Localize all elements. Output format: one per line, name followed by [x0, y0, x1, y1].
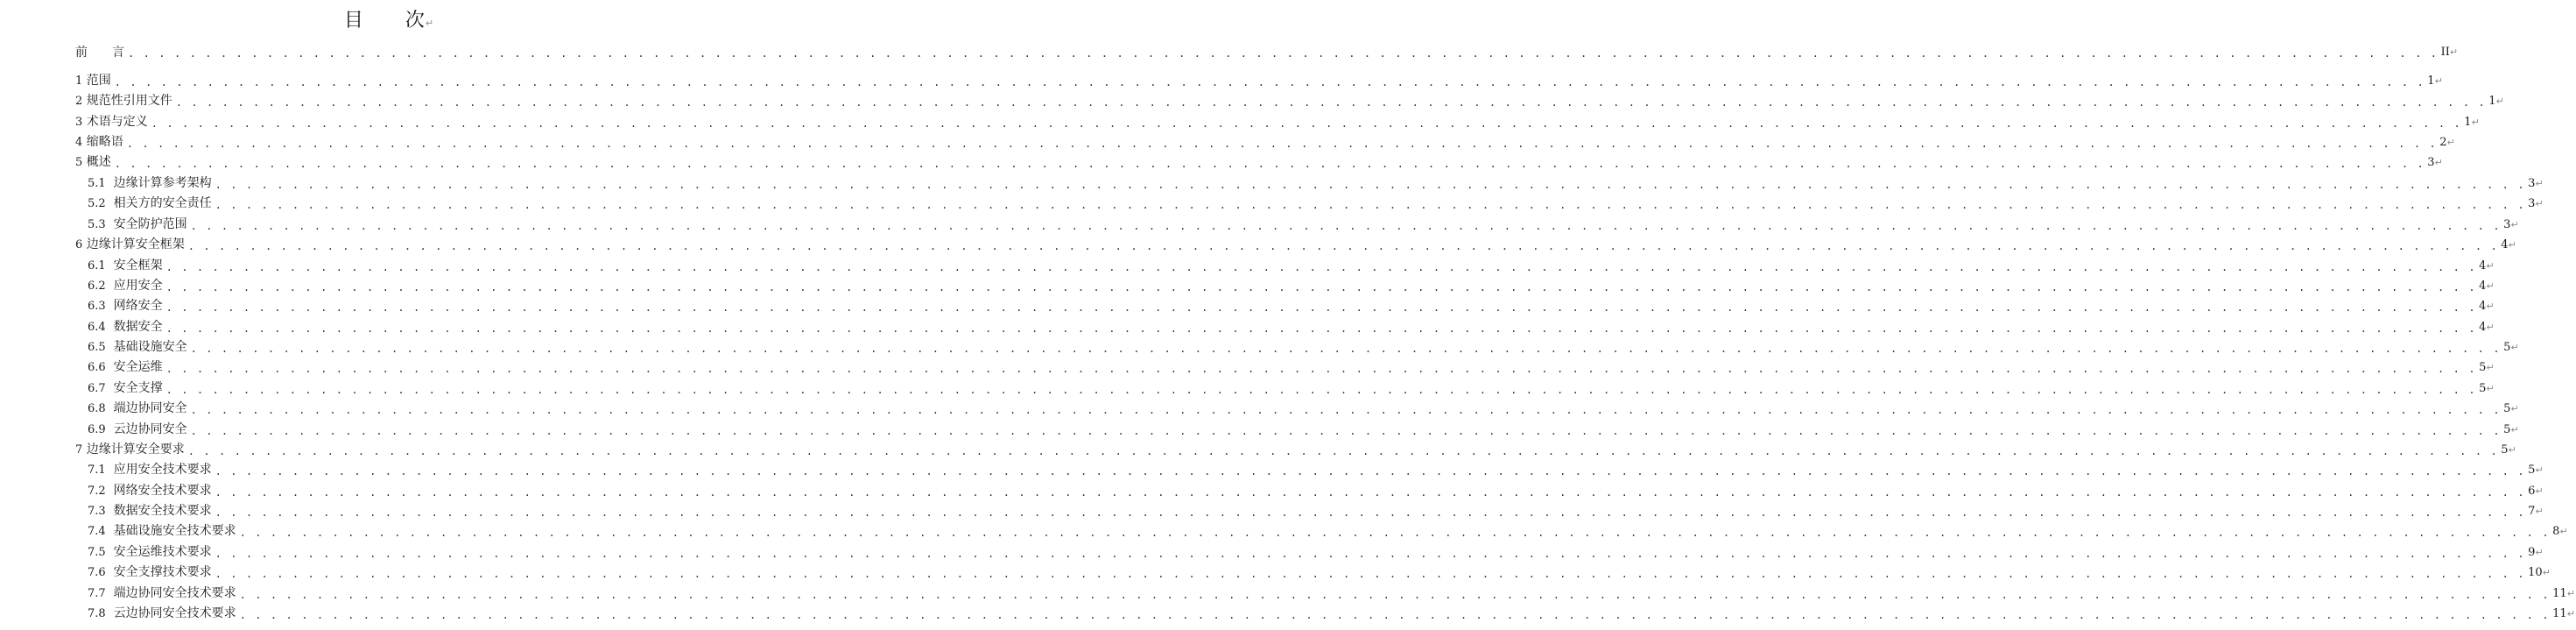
- toc-entry[interactable]: [88, 523, 2568, 541]
- toc-leader-dots: . . . . . . . . . . . . . . . . . . . . . . . . . . . . . . . . . . . . . . . . . . . . . . . . . . . . . . . . . . . . . . . . . . . . . . . . . . . . . . . . . . . . . . . . . . . . . . . . . . . . . . . . . . . . . . . . . . . . . . . . . . . . . . . . . . . . . . . . . . . . . . . . . . . . . .: [190, 343, 2502, 355]
- toc-entry[interactable]: [88, 400, 2519, 418]
- toc-entry-label: [88, 421, 191, 439]
- toc-entry-number: 1: [75, 74, 83, 88]
- paragraph-mark-icon: ↵: [2566, 608, 2575, 619]
- toc-entry-label: [88, 400, 191, 418]
- toc-entry-text: 相关方的安全责任: [113, 196, 212, 210]
- toc-entry-label: [75, 153, 115, 172]
- toc-entry-text: 边缘计算参考架构: [113, 176, 212, 190]
- paragraph-mark-icon: ↵: [2486, 322, 2495, 333]
- toc-leader-dots: . . . . . . . . . . . . . . . . . . . . . . . . . . . . . . . . . . . . . . . . . . . . . . . . . . . . . . . . . . . . . . . . . . . . . . . . . . . . . . . . . . . . . . . . . . . . . . . . . . . . . . . . . . . . . . . . . . . . . . . . . . . . . . . . . . . . . . . . . . . . . . . . . . . . . .: [165, 301, 2477, 314]
- toc-entry[interactable]: [88, 278, 2495, 295]
- toc-entry[interactable]: [88, 503, 2544, 520]
- toc-page-number: II: [2440, 46, 2450, 59]
- toc-entry-text: 安全运维技术要求: [113, 545, 212, 559]
- toc-page-number: 3: [2427, 156, 2435, 169]
- toc-entry-label: [88, 522, 240, 541]
- paragraph-mark-icon: ↵: [2510, 403, 2519, 414]
- toc-leader-dots: . . . . . . . . . . . . . . . . . . . . . . . . . . . . . . . . . . . . . . . . . . . . . . . . . . . . . . . . . . . . . . . . . . . . . . . . . . . . . . . . . . . . . . . . . . . . . . . . . . . . . . . . . . . . . . . . . . . . . . . . . . . . . . . . . . . . . . . . . . . . . . . . . . . . . .: [215, 465, 2526, 478]
- toc-leader-dots: . . . . . . . . . . . . . . . . . . . . . . . . . . . . . . . . . . . . . . . . . . . . . . . . . . . . . . . . . . . . . . . . . . . . . . . . . . . . . . . . . . . . . . . . . . . . . . . . . . . . . . . . . . . . . . . . . . . . . . . . . . . . . . . . . . . . . . . . . . . . . . . . . . . . . .: [165, 363, 2477, 375]
- toc-entry-label: [75, 92, 176, 110]
- toc-entry[interactable]: [88, 298, 2495, 315]
- toc-entry[interactable]: [88, 585, 2575, 603]
- paragraph-mark-icon: ↵: [2510, 219, 2519, 230]
- paragraph-mark-icon: ↵: [2486, 260, 2495, 272]
- toc-entry-number: 6.3: [88, 300, 106, 313]
- toc-page-number: 3: [2528, 197, 2536, 210]
- paragraph-mark-icon: ↵: [2542, 567, 2551, 578]
- toc-leader-dots: . . . . . . . . . . . . . . . . . . . . . . . . . . . . . . . . . . . . . . . . . . . . . . . . . . . . . . . . . . . . . . . . . . . . . . . . . . . . . . . . . . . . . . . . . . . . . . . . . . . . . . . . . . . . . . . . . . . . . . . . . . . . . . . . . . . . . . . . . . . . . . . . . . . . . .: [165, 281, 2477, 294]
- paragraph-mark-icon: ↵: [2486, 301, 2495, 312]
- toc-entry-number: 6.4: [88, 321, 106, 334]
- paragraph-mark-icon: ↵: [2508, 444, 2516, 456]
- toc-leader-dots: . . . . . . . . . . . . . . . . . . . . . . . . . . . . . . . . . . . . . . . . . . . . . . . . . . . . . . . . . . . . . . . . . . . . . . . . . . . . . . . . . . . . . . . . . . . . . . . . . . . . . . . . . . . . . . . . . . . . . . . . . . . . . . . . . . . . . . . . . . . . . . . . . . . . . .: [239, 609, 2551, 621]
- toc-page-number: 5: [2503, 341, 2511, 354]
- toc-entry-number: 7.3: [88, 505, 106, 518]
- toc-leader-dots: . . . . . . . . . . . . . . . . . . . . . . . . . . . . . . . . . . . . . . . . . . . . . . . . . . . . . . . . . . . . . . . . . . . . . . . . . . . . . . . . . . . . . . . . . . . . . . . . . . . . . . . . . . . . . . . . . . . . . . . . . . . . . . . . . . . . . . . . . . . . . . . . . . . . . .: [187, 445, 2499, 457]
- toc-entry-text: 范围: [86, 74, 111, 88]
- toc-entry-label: [75, 236, 188, 254]
- toc-entry-number: 2: [75, 95, 83, 108]
- toc-leader-dots: . . . . . . . . . . . . . . . . . . . . . . . . . . . . . . . . . . . . . . . . . . . . . . . . . . . . . . . . . . . . . . . . . . . . . . . . . . . . . . . . . . . . . . . . . . . . . . . . . . . . . . . . . . . . . . . . . . . . . . . . . . . . . . . . . . . . . . . . . . . . . . . . . . . . . .: [239, 527, 2551, 539]
- toc-entry[interactable]: [88, 483, 2544, 500]
- toc-entry-number: 5.3: [88, 218, 106, 231]
- toc-entry-number: 5.2: [88, 197, 106, 210]
- toc-title-char-1: 目: [343, 10, 363, 32]
- toc-entry[interactable]: [88, 359, 2495, 377]
- toc-entry-number: 6.8: [88, 402, 106, 415]
- paragraph-mark-icon: ↵: [2471, 117, 2480, 128]
- toc-leader-dots: . . . . . . . . . . . . . . . . . . . . . . . . . . . . . . . . . . . . . . . . . . . . . . . . . . . . . . . . . . . . . . . . . . . . . . . . . . . . . . . . . . . . . . . . . . . . . . . . . . . . . . . . . . . . . . . . . . . . . . . . . . . . . . . . . . . . . . . . . . . . . . . . . . . . . .: [165, 322, 2477, 335]
- toc-entry-label: [88, 277, 166, 295]
- toc-entry-number: 6.5: [88, 341, 106, 354]
- toc-entry-label: [88, 461, 215, 479]
- toc-title-char-2: 次: [405, 10, 425, 32]
- toc-entry[interactable]: [75, 44, 2459, 61]
- toc-entry[interactable]: [75, 114, 2480, 131]
- paragraph-mark-icon: ↵: [2566, 588, 2575, 599]
- toc-entry[interactable]: [75, 154, 2443, 172]
- toc-page-number: 3: [2503, 218, 2511, 231]
- toc-page-number: 5: [2528, 464, 2536, 477]
- paragraph-mark-icon: ↵: [425, 18, 434, 29]
- paragraph-mark-icon: ↵: [2446, 137, 2455, 148]
- toc-entry-text: 前 言: [75, 46, 124, 60]
- toc-entry[interactable]: [88, 319, 2495, 336]
- toc-entry[interactable]: [75, 93, 2504, 110]
- toc-leader-dots: . . . . . . . . . . . . . . . . . . . . . . . . . . . . . . . . . . . . . . . . . . . . . . . . . . . . . . . . . . . . . . . . . . . . . . . . . . . . . . . . . . . . . . . . . . . . . . . . . . . . . . . . . . . . . . . . . . . . . . . . . . . . . . . . . . . . . . . . . . . . . . . . . . . . . .: [215, 486, 2526, 499]
- toc-entry-text: 端边协同安全: [113, 401, 187, 415]
- toc-entry-text: 应用安全技术要求: [113, 463, 212, 477]
- toc-entry-text: 数据安全: [113, 320, 163, 334]
- toc-title: [0, 5, 725, 32]
- toc-entry-number: 7.1: [88, 464, 106, 477]
- toc-page-number: 7: [2528, 505, 2536, 518]
- toc-entry-text: 基础设施安全技术要求: [113, 524, 236, 538]
- toc-leader-dots: . . . . . . . . . . . . . . . . . . . . . . . . . . . . . . . . . . . . . . . . . . . . . . . . . . . . . . . . . . . . . . . . . . . . . . . . . . . . . . . . . . . . . . . . . . . . . . . . . . . . . . . . . . . . . . . . . . . . . . . . . . . . . . . . . . . . . . . . . . . . . . . . . . . . . .: [114, 76, 2425, 88]
- toc-page-number: 2: [2439, 136, 2447, 149]
- toc-leader-dots: . . . . . . . . . . . . . . . . . . . . . . . . . . . . . . . . . . . . . . . . . . . . . . . . . . . . . . . . . . . . . . . . . . . . . . . . . . . . . . . . . . . . . . . . . . . . . . . . . . . . . . . . . . . . . . . . . . . . . . . . . . . . . . . . . . . . . . . . . . . . . . . . . . . . . .: [215, 548, 2526, 560]
- toc-entry-text: 边缘计算安全框架: [86, 237, 185, 251]
- toc-entry[interactable]: [88, 216, 2519, 234]
- toc-entry-number: 6.7: [88, 382, 106, 395]
- toc-page-number: 9: [2528, 546, 2536, 559]
- toc-entry-number: 6.6: [88, 361, 106, 374]
- paragraph-mark-icon: ↵: [2508, 239, 2516, 251]
- toc-page-number: 1: [2427, 74, 2435, 88]
- toc-leader-dots: . . . . . . . . . . . . . . . . . . . . . . . . . . . . . . . . . . . . . . . . . . . . . . . . . . . . . . . . . . . . . . . . . . . . . . . . . . . . . . . . . . . . . . . . . . . . . . . . . . . . . . . . . . . . . . . . . . . . . . . . . . . . . . . . . . . . . . . . . . . . . . . . . . . . . .: [114, 158, 2425, 170]
- toc-leader-dots: . . . . . . . . . . . . . . . . . . . . . . . . . . . . . . . . . . . . . . . . . . . . . . . . . . . . . . . . . . . . . . . . . . . . . . . . . . . . . . . . . . . . . . . . . . . . . . . . . . . . . . . . . . . . . . . . . . . . . . . . . . . . . . . . . . . . . . . . . . . . . . . . . . . . . .: [215, 199, 2526, 211]
- toc-entry-number: 3: [75, 116, 83, 129]
- toc-entry-number: 7.6: [88, 566, 106, 579]
- paragraph-mark-icon: ↵: [2535, 485, 2544, 497]
- toc-entry-text: 术语与定义: [86, 115, 148, 129]
- toc-entry[interactable]: [75, 442, 2516, 459]
- toc-page-number: 5: [2479, 361, 2487, 374]
- paragraph-mark-icon: ↵: [2535, 178, 2544, 189]
- toc-page-number: 5: [2503, 423, 2511, 436]
- toc-leader-dots: . . . . . . . . . . . . . . . . . . . . . . . . . . . . . . . . . . . . . . . . . . . . . . . . . . . . . . . . . . . . . . . . . . . . . . . . . . . . . . . . . . . . . . . . . . . . . . . . . . . . . . . . . . . . . . . . . . . . . . . . . . . . . . . . . . . . . . . . . . . . . . . . . . . . . .: [215, 179, 2526, 191]
- toc-entry-number: 7.7: [88, 587, 106, 600]
- toc-entry-label: [88, 584, 240, 603]
- paragraph-mark-icon: ↵: [2486, 280, 2495, 292]
- toc-leader-dots: . . . . . . . . . . . . . . . . . . . . . . . . . . . . . . . . . . . . . . . . . . . . . . . . . . . . . . . . . . . . . . . . . . . . . . . . . . . . . . . . . . . . . . . . . . . . . . . . . . . . . . . . . . . . . . . . . . . . . . . . . . . . . . . . . . . . . . . . . . . . . . . . . . . . . .: [126, 138, 2438, 150]
- toc-leader-dots: . . . . . . . . . . . . . . . . . . . . . . . . . . . . . . . . . . . . . . . . . . . . . . . . . . . . . . . . . . . . . . . . . . . . . . . . . . . . . . . . . . . . . . . . . . . . . . . . . . . . . . . . . . . . . . . . . . . . . . . . . . . . . . . . . . . . . . . . . . . . . . . . . . . . . .: [128, 47, 2439, 60]
- toc-entry-text: 数据安全技术要求: [113, 504, 212, 518]
- toc-entry-number: 7.4: [88, 525, 106, 538]
- toc-entry-text: 基础设施安全: [113, 340, 187, 354]
- toc-entry-text: 概述: [86, 155, 111, 169]
- toc-entry-label: [75, 113, 151, 131]
- paragraph-mark-icon: ↵: [2434, 157, 2443, 168]
- toc-entry[interactable]: [75, 73, 2443, 90]
- toc-page-number: 5: [2503, 402, 2511, 415]
- toc-entry[interactable]: [88, 421, 2519, 439]
- toc-leader-dots: . . . . . . . . . . . . . . . . . . . . . . . . . . . . . . . . . . . . . . . . . . . . . . . . . . . . . . . . . . . . . . . . . . . . . . . . . . . . . . . . . . . . . . . . . . . . . . . . . . . . . . . . . . . . . . . . . . . . . . . . . . . . . . . . . . . . . . . . . . . . . . . . . . . . . .: [190, 425, 2502, 437]
- toc-entry-label: [75, 72, 115, 90]
- paragraph-mark-icon: ↵: [2510, 342, 2519, 353]
- toc-entry-label: [88, 358, 166, 377]
- toc-entry[interactable]: [88, 544, 2544, 562]
- toc-leader-dots: . . . . . . . . . . . . . . . . . . . . . . . . . . . . . . . . . . . . . . . . . . . . . . . . . . . . . . . . . . . . . . . . . . . . . . . . . . . . . . . . . . . . . . . . . . . . . . . . . . . . . . . . . . . . . . . . . . . . . . . . . . . . . . . . . . . . . . . . . . . . . . . . . . . . . .: [190, 220, 2502, 232]
- toc-entry-text: 缩略语: [86, 135, 123, 149]
- toc-page-number: 4: [2479, 280, 2487, 293]
- paragraph-mark-icon: ↵: [2449, 46, 2459, 58]
- toc-entry-label: [88, 318, 166, 336]
- toc-entry[interactable]: [75, 134, 2455, 152]
- toc-entry-text: 安全框架: [113, 258, 163, 273]
- toc-entry[interactable]: [88, 339, 2519, 357]
- toc-page-number: 3: [2528, 177, 2536, 190]
- toc-entry-label: [88, 379, 166, 398]
- toc-leader-dots: . . . . . . . . . . . . . . . . . . . . . . . . . . . . . . . . . . . . . . . . . . . . . . . . . . . . . . . . . . . . . . . . . . . . . . . . . . . . . . . . . . . . . . . . . . . . . . . . . . . . . . . . . . . . . . . . . . . . . . . . . . . . . . . . . . . . . . . . . . . . . . . . . . . . . .: [187, 240, 2499, 252]
- toc-entry-text: 应用安全: [113, 279, 163, 293]
- toc-entry-text: 云边协同安全技术要求: [113, 606, 236, 620]
- toc-leader-dots: . . . . . . . . . . . . . . . . . . . . . . . . . . . . . . . . . . . . . . . . . . . . . . . . . . . . . . . . . . . . . . . . . . . . . . . . . . . . . . . . . . . . . . . . . . . . . . . . . . . . . . . . . . . . . . . . . . . . . . . . . . . . . . . . . . . . . . . . . . . . . . . . . . . . . .: [190, 404, 2502, 416]
- toc-page-number: 8: [2552, 525, 2560, 538]
- toc-entry-label: [88, 174, 215, 193]
- toc-entry[interactable]: [88, 564, 2551, 582]
- paragraph-mark-icon: ↵: [2535, 547, 2544, 558]
- toc-entry-number: 5: [75, 156, 83, 169]
- toc-entry[interactable]: [88, 380, 2495, 398]
- paragraph-mark-icon: ↵: [2535, 464, 2544, 476]
- toc-leader-dots: . . . . . . . . . . . . . . . . . . . . . . . . . . . . . . . . . . . . . . . . . . . . . . . . . . . . . . . . . . . . . . . . . . . . . . . . . . . . . . . . . . . . . . . . . . . . . . . . . . . . . . . . . . . . . . . . . . . . . . . . . . . . . . . . . . . . . . . . . . . . . . . . . . . . . .: [215, 568, 2526, 580]
- paragraph-mark-icon: ↵: [2559, 526, 2568, 537]
- toc-entry-text: 网络安全: [113, 299, 163, 313]
- toc-entry-text: 安全运维: [113, 360, 163, 374]
- toc-page-number: 11: [2552, 587, 2567, 600]
- paragraph-mark-icon: ↵: [2535, 198, 2544, 209]
- paragraph-mark-icon: ↵: [2486, 362, 2495, 373]
- toc-entry-label: [88, 482, 215, 500]
- paragraph-mark-icon: ↵: [2495, 96, 2504, 107]
- toc-leader-dots: . . . . . . . . . . . . . . . . . . . . . . . . . . . . . . . . . . . . . . . . . . . . . . . . . . . . . . . . . . . . . . . . . . . . . . . . . . . . . . . . . . . . . . . . . . . . . . . . . . . . . . . . . . . . . . . . . . . . . . . . . . . . . . . . . . . . . . . . . . . . . . . . . . . . . .: [175, 96, 2487, 109]
- paragraph-mark-icon: ↵: [2486, 383, 2495, 394]
- toc-entry-label: [88, 605, 240, 623]
- toc-entry-text: 边缘计算安全要求: [86, 442, 185, 457]
- paragraph-mark-icon: ↵: [2535, 506, 2544, 517]
- toc-page-number: 1: [2464, 116, 2472, 129]
- toc-entry-number: 7: [75, 443, 83, 457]
- toc-entry[interactable]: [75, 237, 2516, 254]
- toc-entry[interactable]: [88, 195, 2544, 213]
- toc-entry-number: 4: [75, 136, 83, 149]
- toc-page-number: 4: [2479, 321, 2487, 334]
- toc-entry-label: [88, 195, 215, 213]
- toc-entry-text: 网络安全技术要求: [113, 484, 212, 498]
- toc-entry-label: [88, 543, 215, 562]
- paragraph-mark-icon: ↵: [2434, 75, 2443, 87]
- toc-entry-number: 7.8: [88, 607, 106, 620]
- toc-entry-label: [88, 297, 166, 315]
- paragraph-mark-icon: ↵: [2510, 424, 2519, 435]
- toc-entry-text: 端边协同安全技术要求: [113, 586, 236, 600]
- toc-page-number: 10: [2528, 566, 2543, 579]
- toc-entry-label: [88, 338, 191, 357]
- toc-entry-label: [88, 502, 215, 520]
- toc-leader-dots: . . . . . . . . . . . . . . . . . . . . . . . . . . . . . . . . . . . . . . . . . . . . . . . . . . . . . . . . . . . . . . . . . . . . . . . . . . . . . . . . . . . . . . . . . . . . . . . . . . . . . . . . . . . . . . . . . . . . . . . . . . . . . . . . . . . . . . . . . . . . . . . . . . . . . .: [165, 261, 2477, 273]
- toc-entry-text: 规范性引用文件: [86, 94, 172, 108]
- toc-entry-label: [88, 257, 166, 275]
- toc-leader-dots: . . . . . . . . . . . . . . . . . . . . . . . . . . . . . . . . . . . . . . . . . . . . . . . . . . . . . . . . . . . . . . . . . . . . . . . . . . . . . . . . . . . . . . . . . . . . . . . . . . . . . . . . . . . . . . . . . . . . . . . . . . . . . . . . . . . . . . . . . . . . . . . . . . . . . .: [215, 506, 2526, 519]
- toc-entry-text: 云边协同安全: [113, 422, 187, 436]
- toc-page-number: 5: [2479, 382, 2487, 395]
- toc-entry[interactable]: [88, 175, 2544, 193]
- toc-page-number: 1: [2488, 95, 2496, 108]
- toc-entry-number: 7.5: [88, 546, 106, 559]
- toc-entry-label: [75, 441, 188, 459]
- toc-entry-label: [75, 44, 128, 61]
- toc-entry-number: 6.2: [88, 280, 106, 293]
- toc-page-number: 4: [2479, 259, 2487, 273]
- toc-entry-number: 6.1: [88, 259, 106, 273]
- toc-entry-label: [88, 216, 191, 234]
- toc-entry[interactable]: [88, 258, 2495, 275]
- toc-entry-label: [75, 133, 127, 152]
- toc-entry-number: 6: [75, 238, 83, 251]
- toc-entry-label: [88, 563, 215, 582]
- toc-page-number: 4: [2501, 238, 2509, 251]
- toc-page-number: 5: [2501, 443, 2509, 457]
- toc-entry-number: 7.2: [88, 485, 106, 498]
- toc-page-number: 6: [2528, 485, 2536, 498]
- toc-entry-text: 安全支撑: [113, 381, 163, 395]
- toc-entry-text: 安全防护范围: [113, 217, 187, 231]
- toc-entry-number: 6.9: [88, 423, 106, 436]
- toc-entry-text: 安全支撑技术要求: [113, 565, 212, 579]
- toc-entry[interactable]: [88, 605, 2575, 623]
- toc-leader-dots: . . . . . . . . . . . . . . . . . . . . . . . . . . . . . . . . . . . . . . . . . . . . . . . . . . . . . . . . . . . . . . . . . . . . . . . . . . . . . . . . . . . . . . . . . . . . . . . . . . . . . . . . . . . . . . . . . . . . . . . . . . . . . . . . . . . . . . . . . . . . . . . . . . . . . .: [239, 589, 2551, 601]
- toc-entry-number: 5.1: [88, 177, 106, 190]
- toc-page-number: 11: [2552, 607, 2567, 620]
- toc-leader-dots: . . . . . . . . . . . . . . . . . . . . . . . . . . . . . . . . . . . . . . . . . . . . . . . . . . . . . . . . . . . . . . . . . . . . . . . . . . . . . . . . . . . . . . . . . . . . . . . . . . . . . . . . . . . . . . . . . . . . . . . . . . . . . . . . . . . . . . . . . . . . . . . . . . . . . .: [165, 384, 2477, 396]
- toc-page-number: 4: [2479, 300, 2487, 313]
- toc-leader-dots: . . . . . . . . . . . . . . . . . . . . . . . . . . . . . . . . . . . . . . . . . . . . . . . . . . . . . . . . . . . . . . . . . . . . . . . . . . . . . . . . . . . . . . . . . . . . . . . . . . . . . . . . . . . . . . . . . . . . . . . . . . . . . . . . . . . . . . . . . . . . . . . . . . . . . .: [151, 117, 2462, 130]
- toc-entry[interactable]: [88, 462, 2544, 479]
